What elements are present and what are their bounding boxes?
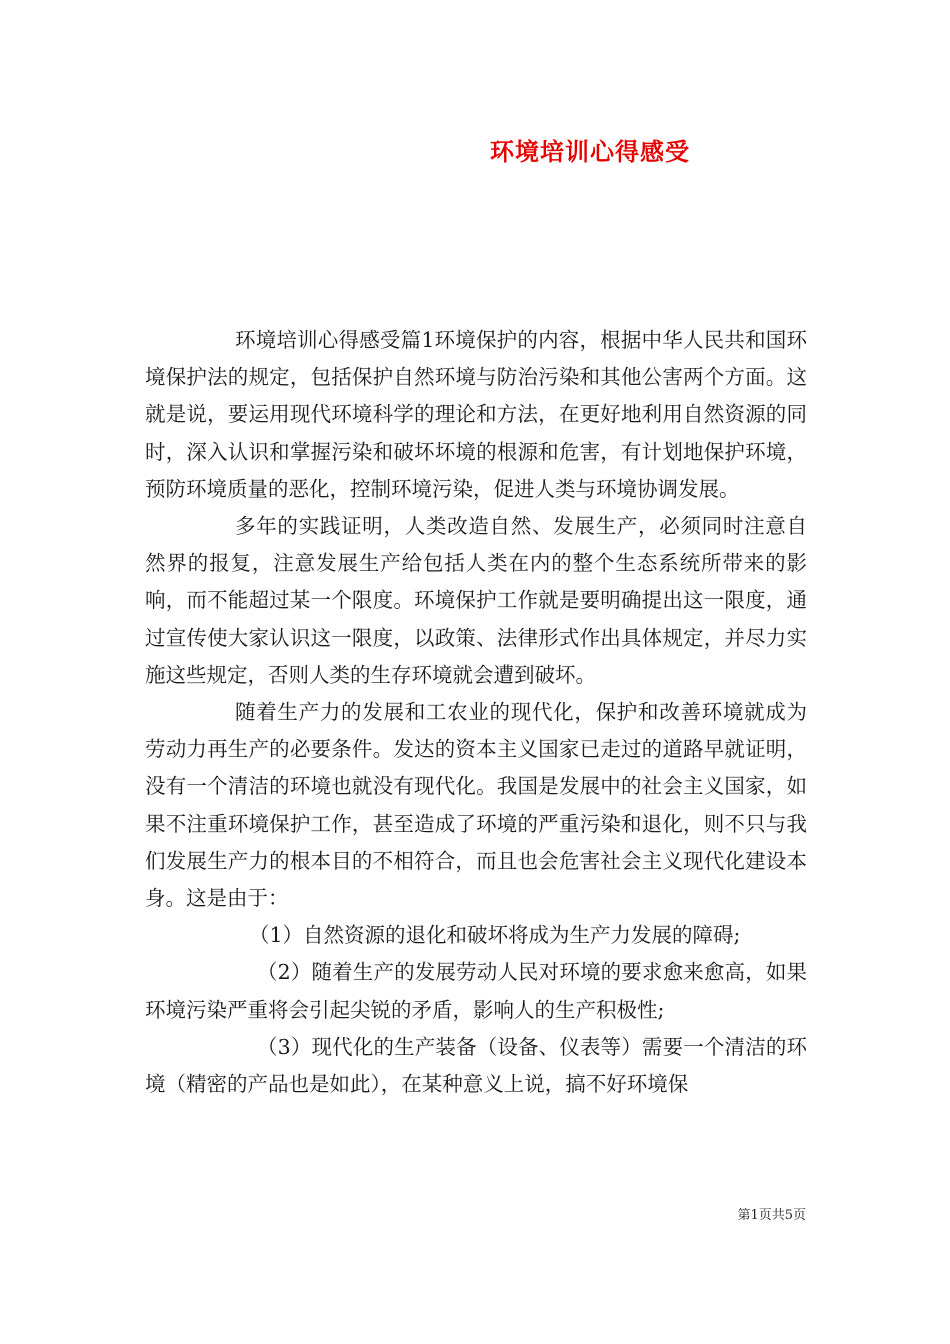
- list-item-1: （1）自然资源的退化和破坏将成为生产力发展的障碍;: [249, 923, 741, 948]
- document-body: [145, 322, 807, 1103]
- page-number-footer: 第1页共5页: [737, 1208, 806, 1223]
- document-title: 环境培训心得感受: [490, 137, 690, 166]
- paragraph-3: 随着生产力的发展和工农业的现代化，保护和改善环境就成为劳动力再生产的必要条件。发达的资本主义国家已走过的道路早就证明，没有一个清洁的环境也就没有现代化。我国是发展中的社会主义国家，如果不注重环境保护工作，甚至造成了环境的严重污染和退化，则不只与我们发展生产力的根本目的不相符合，而且也会危害社会主义现代化建设本身。这是由于：: [145, 700, 807, 911]
- paragraph-2: 多年的实践证明，人类改造自然、发展生产，必须同时注意自然界的报复，注意发展生产给包括人类在内的整个生态系统所带来的影响，而不能超过某一个限度。环境保护工作就是要明确提出这一限度，通过宣传使大家认识这一限度，以政策、法律形式作出具体规定，并尽力实施这些规定，否则人类的生存环境就会遭到破坏。: [145, 514, 807, 687]
- list-item-3: （3）现代化的生产装备（设备、仪表等）需要一个清洁的环境（精密的产品也是如此），在某种意义上说，搞不好环境保: [145, 1034, 807, 1097]
- list-item-2: （2）随着生产的发展劳动人民对环境的要求愈来愈高，如果环境污染严重将会引起尖锐的矛盾，影响人的生产积极性;: [145, 960, 807, 1022]
- paragraph-1: 环境培训心得感受篇1环境保护的内容，根据中华人民共和国环境保护法的规定，包括保护自然环境与防治污染和其他公害两个方面。这就是说，要运用现代环境科学的理论和方法，在更好地利用自然资源的同时，深入认识和掌握污染和破坏坏境的根源和危害，有计划地保护环境，预防环境质量的恶化，控制环境污染，促进人类与环境协调发展。: [145, 328, 807, 501]
